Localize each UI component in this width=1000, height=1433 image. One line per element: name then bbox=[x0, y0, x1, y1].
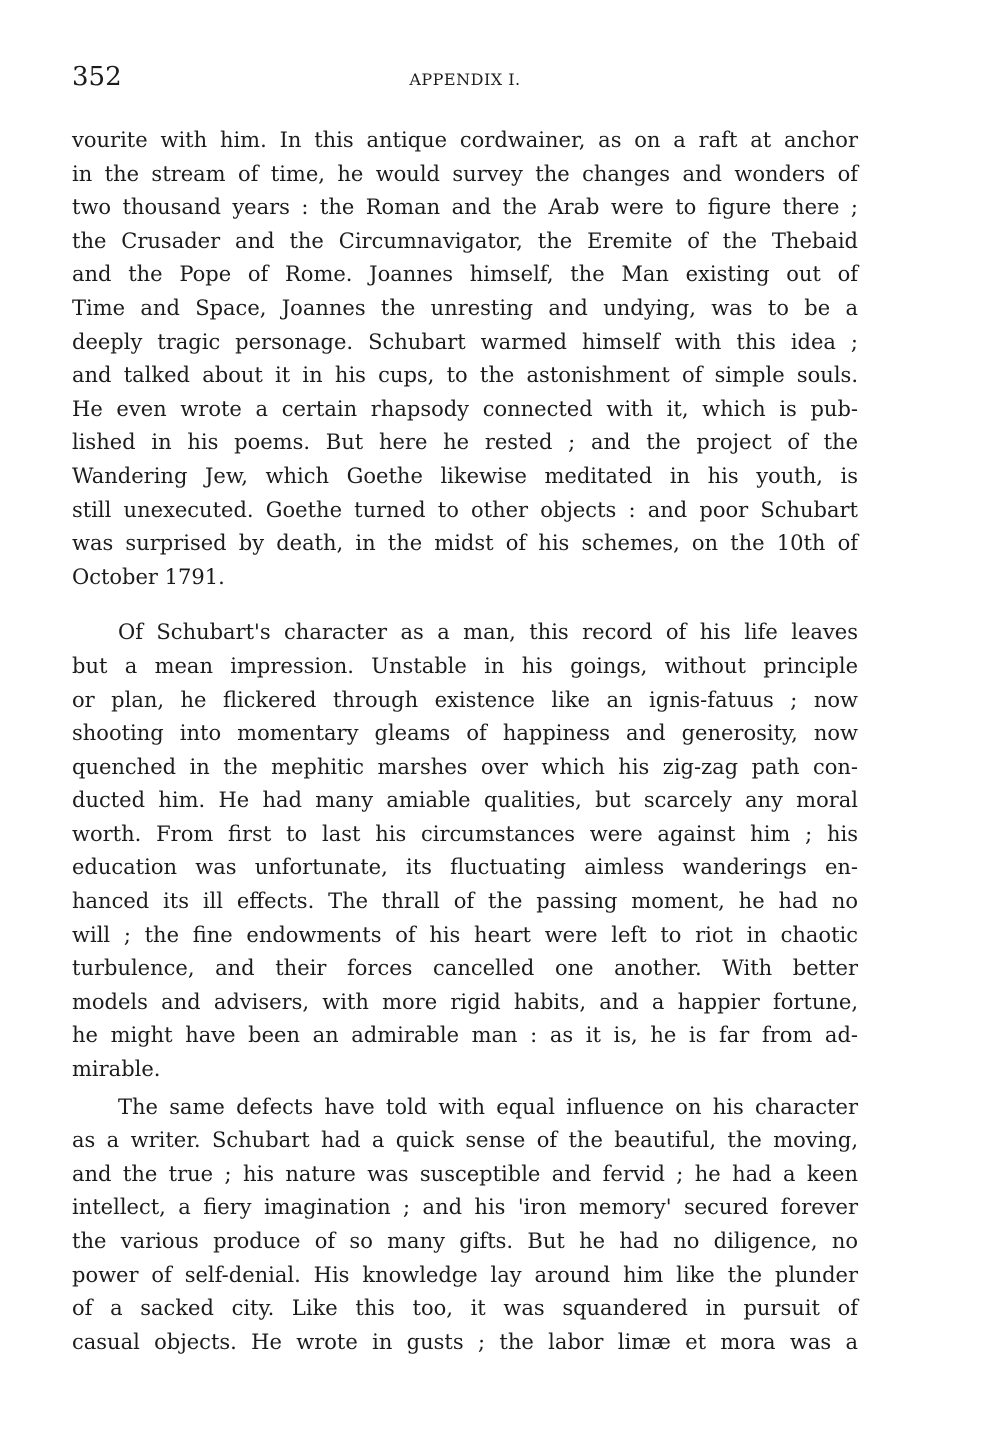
text-line: still unexecuted. Goethe turned to other objects : and poor Schubart bbox=[72, 497, 858, 522]
text-line: two thousand years : the Roman and the Arab were to figure there ; bbox=[72, 195, 858, 220]
text-line: the Crusader and the Circumnavigator, the Eremite of the Thebaid bbox=[72, 228, 858, 253]
text-line: shooting into momentary gleams of happiness and generosity, now bbox=[72, 721, 858, 746]
text-line: as a writer. Schubart had a quick sense of the beautiful, the moving, bbox=[72, 1128, 858, 1153]
text-line: hanced its ill effects. The thrall of the passing moment, he had no bbox=[72, 889, 858, 914]
text-line: turbulence, and their forces cancelled one another. With better bbox=[72, 956, 858, 981]
text-line: power of self-denial. His knowledge lay around him like the plunder bbox=[72, 1262, 858, 1287]
text-line: October 1791. bbox=[72, 564, 225, 589]
paragraph-2 bbox=[72, 616, 858, 1086]
paragraph-1 bbox=[72, 124, 858, 594]
text-line: and the true ; his nature was susceptible and fervid ; he had a keen bbox=[72, 1161, 858, 1186]
page-number: 352 bbox=[72, 62, 122, 92]
text-line: casual objects. He wrote in gusts ; the labor limæ et mora was a bbox=[72, 1329, 858, 1354]
text-line: and the Pope of Rome. Joannes himself, the Man existing out of bbox=[72, 262, 858, 287]
text-line: education was unfortunate, its fluctuating aimless wanderings en- bbox=[72, 855, 858, 880]
text-line: of a sacked city. Like this too, it was squandered in pursuit of bbox=[72, 1296, 858, 1321]
text-line: intellect, a fiery imagination ; and his 'iron memory' secured forever bbox=[72, 1195, 858, 1220]
text-line: or plan, he flickered through existence like an ignis-fatuus ; now bbox=[72, 687, 858, 712]
body-text bbox=[72, 124, 858, 1359]
text-line: The same defects have told with equal influence on his character bbox=[118, 1094, 858, 1119]
text-line: Time and Space, Joannes the unresting and undying, was to be a bbox=[72, 295, 858, 320]
page-header bbox=[72, 62, 858, 102]
text-line: models and advisers, with more rigid habits, and a happier fortune, bbox=[72, 989, 858, 1014]
text-line: will ; the fine endowments of his heart were left to riot in chaotic bbox=[72, 922, 858, 947]
text-line: lished in his poems. But here he rested ; and the project of the bbox=[72, 430, 858, 455]
text-line: and talked about it in his cups, to the astonishment of simple souls. bbox=[72, 363, 858, 388]
text-line: Wandering Jew, which Goethe likewise meditated in his youth, is bbox=[72, 463, 858, 488]
text-line: deeply tragic personage. Schubart warmed himself with this idea ; bbox=[72, 329, 858, 354]
text-line: worth. From first to last his circumstances were against him ; his bbox=[72, 821, 858, 846]
text-line: but a mean impression. Unstable in his goings, without principle bbox=[72, 653, 858, 678]
paragraph-3 bbox=[72, 1091, 858, 1360]
text-line: was surprised by death, in the midst of his schemes, on the 10th of bbox=[72, 531, 858, 556]
text-line: ducted him. He had many amiable qualities, but scarcely any moral bbox=[72, 788, 858, 813]
text-line: He even wrote a certain rhapsody connected with it, which is pub- bbox=[72, 396, 858, 421]
paragraph-gap bbox=[72, 594, 858, 616]
text-line: Of Schubart's character as a man, this record of his life leaves bbox=[118, 620, 858, 645]
text-line: quenched in the mephitic marshes over which his zig-zag path con- bbox=[72, 754, 858, 779]
running-head: APPENDIX I. bbox=[409, 70, 521, 89]
text-line: the various produce of so many gifts. But he had no diligence, no bbox=[72, 1229, 858, 1253]
text-line: he might have been an admirable man : as it is, he is far from ad- bbox=[72, 1023, 858, 1048]
text-line: mirable. bbox=[72, 1057, 161, 1082]
text-line: in the stream of time, he would survey the changes and wonders of bbox=[72, 161, 858, 186]
text-line: vourite with him. In this antique cordwainer, as on a raft at anchor bbox=[72, 128, 858, 152]
